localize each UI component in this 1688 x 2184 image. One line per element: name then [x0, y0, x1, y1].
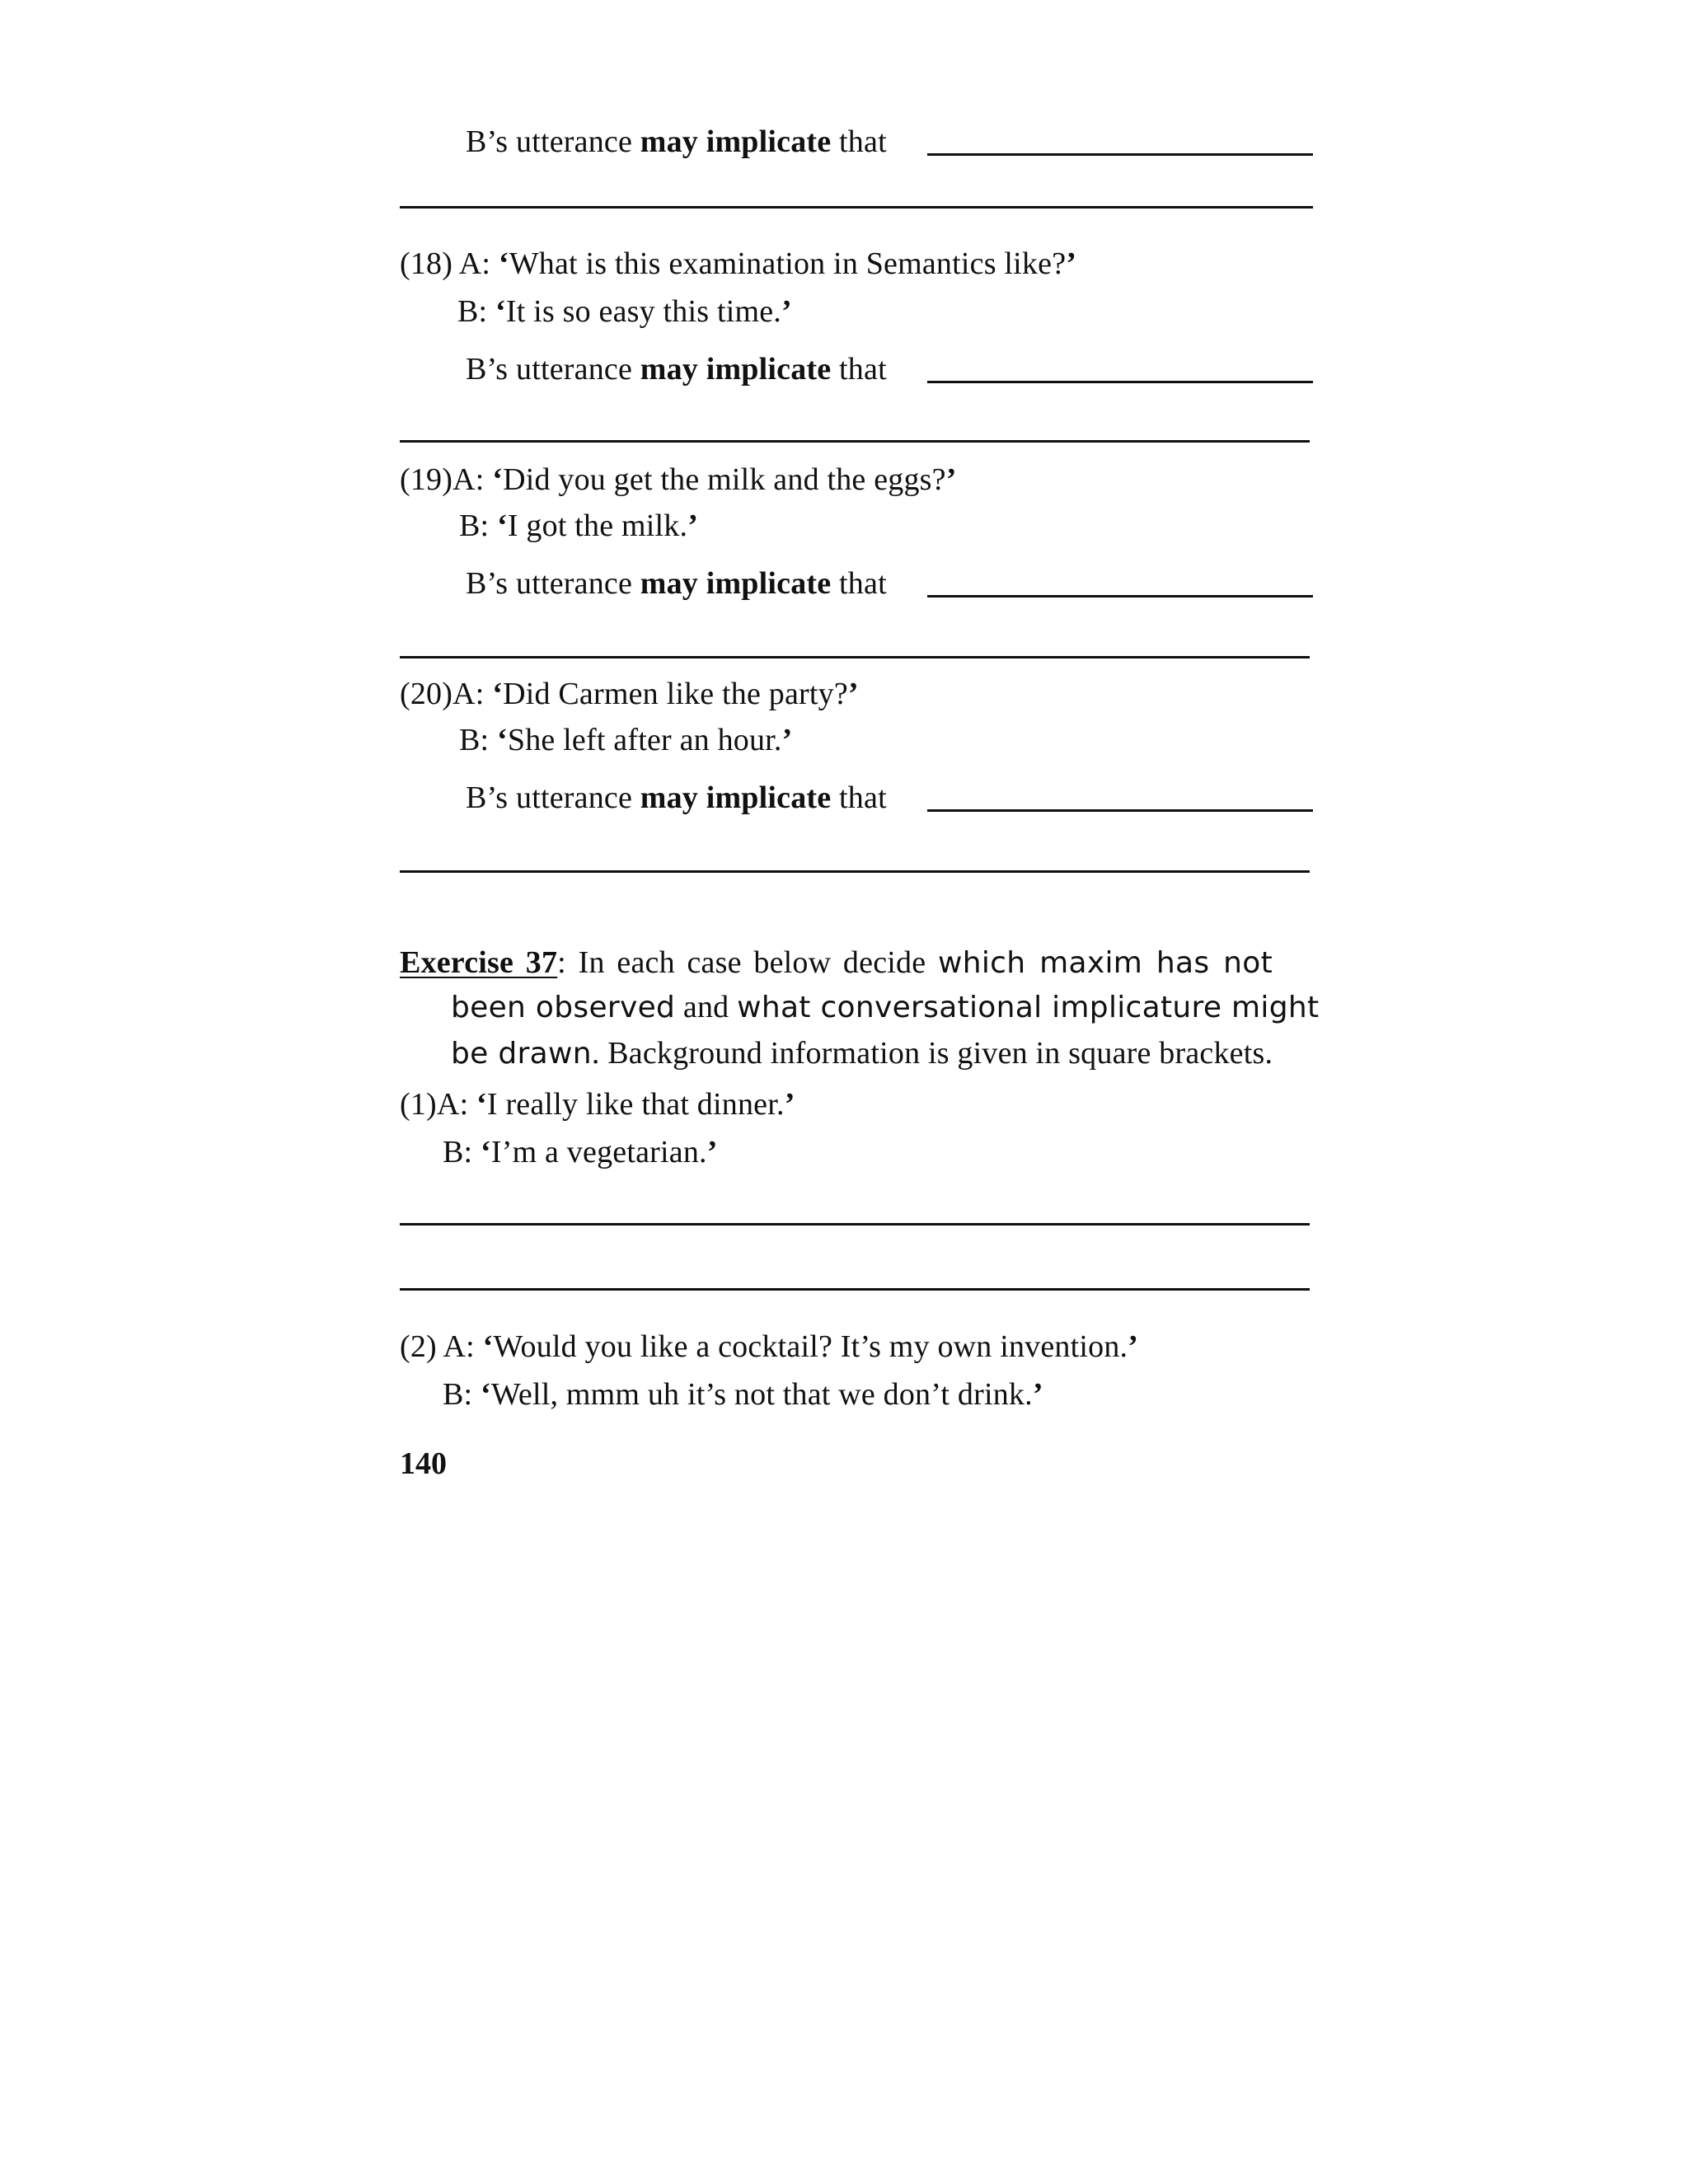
- implicate-prompt-18: [466, 349, 887, 389]
- open-quote: ‘: [498, 246, 509, 281]
- speaker-a-text: Did you get the milk and the eggs?: [503, 462, 946, 497]
- ex-item-2-b-line: [443, 1375, 1043, 1414]
- speaker-a-text: What is this examination in Semantics like?: [509, 246, 1067, 281]
- prompt-bold: may implicate: [640, 352, 832, 387]
- open-quote: ‘: [497, 723, 508, 757]
- speaker-a-label: A:: [458, 246, 499, 281]
- open-quote: ‘: [492, 677, 504, 711]
- exercise-37-line-2: [451, 987, 1319, 1028]
- close-quote: ’: [1128, 1329, 1139, 1364]
- item-20-a-line: [400, 674, 859, 714]
- prompt-bold: may implicate: [640, 566, 832, 601]
- speaker-b-text: She left after an hour.: [507, 723, 782, 757]
- handwritten-emphasis: been observed: [451, 991, 676, 1024]
- open-quote: ‘: [476, 1087, 487, 1122]
- close-quote: ’: [706, 1135, 718, 1169]
- item-number: (2): [400, 1329, 443, 1364]
- prompt-bold: may implicate: [640, 124, 832, 159]
- ex-item-1-a-line: [400, 1085, 795, 1124]
- prompt-prefix: B’s utterance: [466, 352, 640, 387]
- page-number: 140: [400, 1446, 447, 1481]
- exercise-intro: : In each case below decide: [557, 945, 938, 980]
- speaker-a-text: I really like that dinner.: [486, 1087, 785, 1122]
- exercise-conjunction: and: [675, 990, 738, 1024]
- open-quote: ‘: [481, 1377, 491, 1412]
- answer-blank-ex-1b[interactable]: [400, 1288, 1310, 1291]
- item-20-b-line: [459, 720, 793, 760]
- open-quote: ‘: [482, 1329, 494, 1364]
- open-quote: ‘: [481, 1135, 491, 1169]
- item-19-b-line: [459, 506, 698, 546]
- speaker-a-text: Would you like a cocktail? It’s my own invention.: [493, 1329, 1128, 1364]
- prompt-prefix: B’s utterance: [466, 780, 640, 815]
- prompt-bold: may implicate: [640, 780, 832, 815]
- speaker-b-text: It is so easy this time.: [505, 294, 781, 329]
- prompt-suffix: that: [831, 124, 887, 159]
- close-quote: ’: [781, 294, 792, 329]
- answer-blank-ex-1a[interactable]: [400, 1223, 1310, 1226]
- answer-blank-short-17[interactable]: [927, 153, 1313, 156]
- implicate-prompt-20: [466, 778, 887, 818]
- close-quote: ’: [687, 509, 699, 543]
- implicate-prompt-19: [466, 564, 887, 603]
- close-quote: ’: [1066, 246, 1077, 281]
- exercise-title: Exercise 37: [400, 945, 558, 980]
- implicate-prompt-17: [466, 122, 887, 162]
- speaker-a-label: A:: [452, 462, 493, 497]
- open-quote: ‘: [492, 462, 504, 497]
- answer-blank-long-18[interactable]: [400, 440, 1310, 443]
- close-quote: ’: [847, 677, 859, 711]
- speaker-b-text: I’m a vegetarian.: [490, 1135, 707, 1169]
- exercise-instruction: . Background information is given in square brackets.: [591, 1036, 1273, 1071]
- item-19-a-line: [400, 460, 957, 499]
- prompt-prefix: B’s utterance: [466, 566, 640, 601]
- exercise-37-line-3: [451, 1033, 1273, 1074]
- speaker-b-label: B:: [443, 1135, 481, 1169]
- item-18-a-line: [400, 244, 1076, 284]
- speaker-b-label: B:: [457, 294, 496, 329]
- answer-blank-long-17[interactable]: [400, 206, 1313, 209]
- speaker-b-label: B:: [459, 509, 498, 543]
- speaker-a-text: Did Carmen like the party?: [503, 677, 848, 711]
- speaker-a-label: A:: [436, 1087, 477, 1122]
- answer-blank-short-20[interactable]: [927, 809, 1313, 812]
- prompt-suffix: that: [831, 566, 887, 601]
- answer-blank-long-20[interactable]: [400, 870, 1310, 873]
- answer-blank-short-18[interactable]: [927, 381, 1313, 383]
- prompt-suffix: that: [831, 352, 887, 387]
- close-quote: ’: [781, 723, 793, 757]
- item-number: (20): [400, 677, 453, 711]
- speaker-b-text: I got the milk.: [507, 509, 688, 543]
- handwritten-emphasis: be drawn: [451, 1037, 592, 1071]
- handwritten-emphasis: what conversational implicature might: [737, 991, 1320, 1024]
- speaker-b-label: B:: [459, 723, 498, 757]
- open-quote: ‘: [495, 294, 506, 329]
- prompt-suffix: that: [831, 780, 887, 815]
- open-quote: ‘: [497, 509, 508, 543]
- speaker-a-label: A:: [443, 1329, 483, 1364]
- ex-item-1-b-line: [443, 1132, 718, 1172]
- item-number: (19): [400, 462, 453, 497]
- answer-blank-long-19[interactable]: [400, 656, 1310, 658]
- handwritten-emphasis: which maxim has not: [938, 946, 1273, 980]
- item-number: (18): [400, 246, 453, 281]
- close-quote: ’: [1032, 1377, 1043, 1412]
- close-quote: ’: [945, 462, 957, 497]
- speaker-a-label: A:: [452, 677, 493, 711]
- close-quote: ’: [784, 1087, 795, 1122]
- ex-item-2-a-line: [400, 1327, 1138, 1366]
- speaker-b-label: B:: [443, 1377, 481, 1412]
- answer-blank-short-19[interactable]: [927, 595, 1313, 598]
- prompt-prefix: B’s utterance: [466, 124, 640, 159]
- item-18-b-line: [457, 292, 792, 331]
- exercise-37-line-1: [400, 943, 1273, 983]
- speaker-b-text: Well, mmm uh it’s not that we don’t drink.: [490, 1377, 1033, 1412]
- item-number: (1): [400, 1087, 437, 1122]
